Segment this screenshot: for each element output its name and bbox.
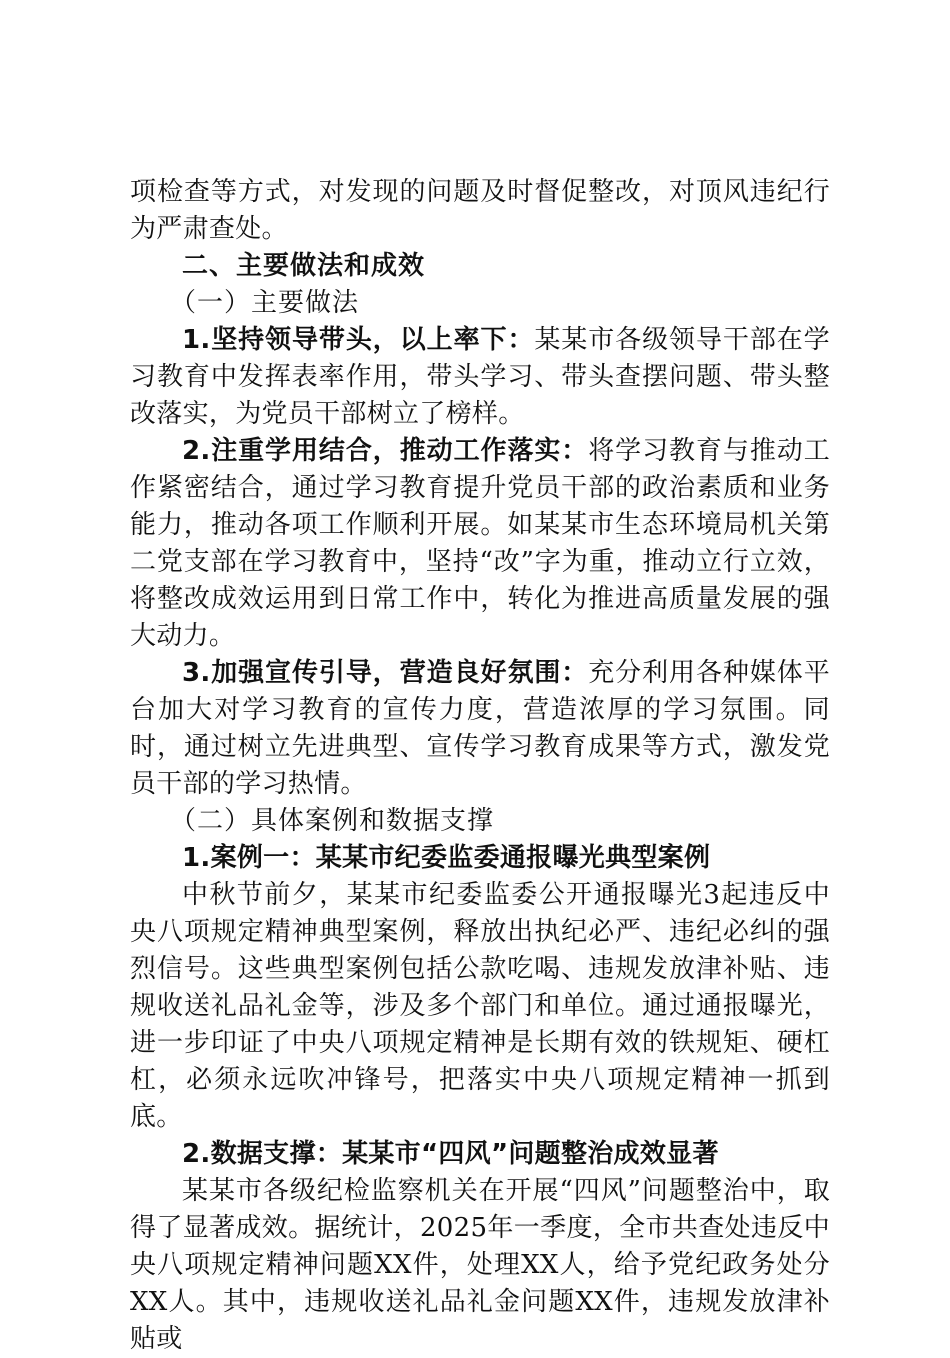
paragraph-text: 某某市各级纪检监察机关在开展“四风”问题整治中，取得了显著成效。据统计，2025年一季度，全市共查处违反中央八项规定精神问题XX件，处理XX人，给予党纪政务处分XX人。其中，违规收送礼品礼金问题XX件，违规发放津补贴或 xyxy=(130,1176,830,1354)
case-heading-2 xyxy=(130,1136,830,1173)
paragraph-text: 充分利用各种媒体平台加大对学习教育的宣传力度，营造浓厚的学习氛围。同时，通过树立先进典型、宣传学习教育成果等方式，激发党员干部的学习热情。 xyxy=(130,658,830,799)
subsection-heading-practices xyxy=(130,285,830,322)
paragraph-text: 项检查等方式，对发现的问题及时督促整改，对顶风违纪行为严肃查处。 xyxy=(130,177,830,244)
paragraph-item-1 xyxy=(130,322,830,433)
section-heading-main-practices xyxy=(130,248,830,285)
paragraph-text: 某某市各级领导干部在学习教育中发挥表率作用，带头学习、带头查摆问题、带头整改落实，为党员干部树立了榜样。 xyxy=(130,325,830,429)
paragraph-lead: 1.坚持领导带头，以上率下： xyxy=(182,325,535,355)
document-body xyxy=(130,174,830,1358)
heading-text: （一）主要做法 xyxy=(170,288,360,318)
paragraph-lead: 3.加强宣传引导，营造良好氛围： xyxy=(182,658,589,688)
paragraph-lead: 1.案例一：某某市纪委监委通报曝光典型案例 xyxy=(182,843,711,873)
paragraph-lead: 2.注重学用结合，推动工作落实： xyxy=(182,436,589,466)
case-paragraph-2 xyxy=(130,1173,830,1358)
paragraph-lead: 2.数据支撑：某某市“四风”问题整治成效显著 xyxy=(182,1139,719,1169)
case-paragraph-1 xyxy=(130,877,830,1136)
heading-text: （二）具体案例和数据支撑 xyxy=(170,806,495,836)
subsection-heading-cases xyxy=(130,803,830,840)
paragraph-item-3 xyxy=(130,655,830,803)
paragraph-text: 中秋节前夕，某某市纪委监委公开通报曝光3起违反中央八项规定精神典型案例，释放出执纪必严、违纪必纠的强烈信号。这些典型案例包括公款吃喝、违规发放津补贴、违规收送礼品礼金等，涉及多个部门和单位。通过通报曝光，进一步印证了中央八项规定精神是长期有效的铁规矩、硬杠杠，必须永远吹冲锋号，把落实中央八项规定精神一抓到底。 xyxy=(130,880,830,1132)
paragraph-text: 将学习教育与推动工作紧密结合，通过学习教育提升党员干部的政治素质和业务能力，推动各项工作顺利开展。如某某市生态环境局机关第二党支部在学习教育中，坚持“改”字为重，推动立行立效，将整改成效运用到日常工作中，转化为推进高质量发展的强大动力。 xyxy=(130,436,830,651)
case-heading-1 xyxy=(130,840,830,877)
paragraph-continuation xyxy=(130,174,830,248)
heading-text: 二、主要做法和成效 xyxy=(182,251,426,281)
paragraph-item-2 xyxy=(130,433,830,655)
